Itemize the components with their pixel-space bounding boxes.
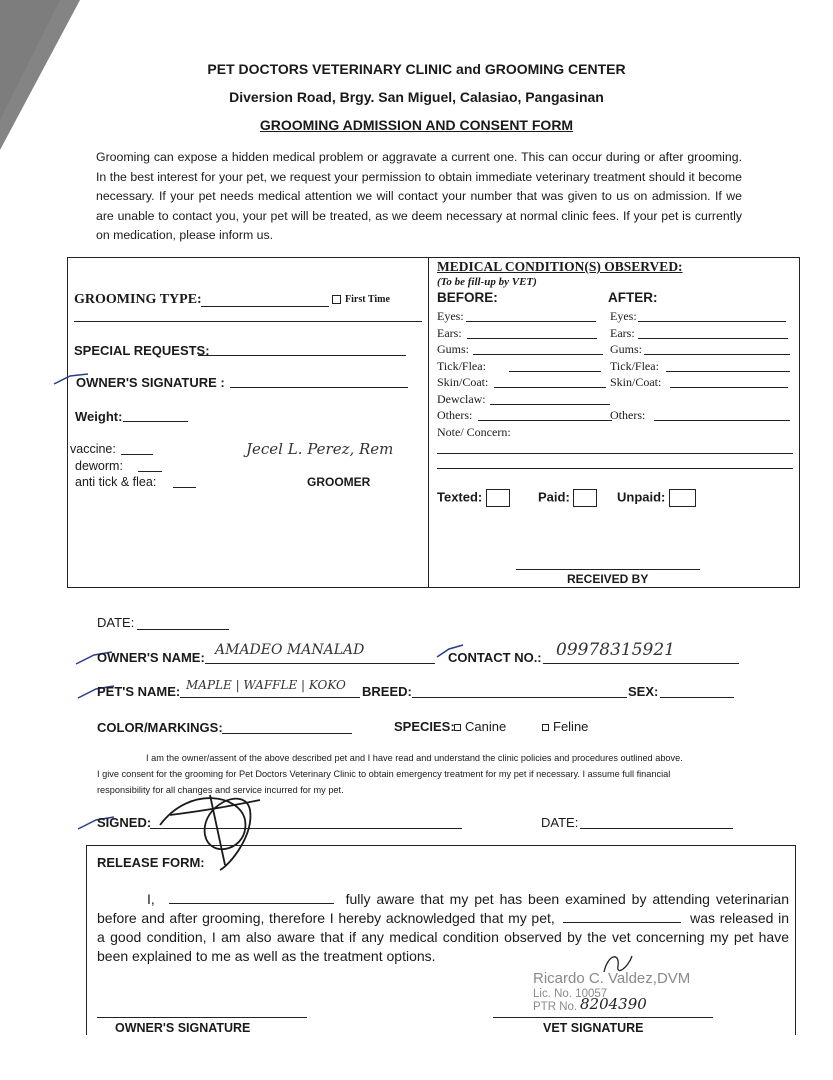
check-tick-mark xyxy=(52,372,92,386)
consent-line-1: I am the owner/assent of the above described pet and I have read and understand the clinic policies and procedures outlined above. xyxy=(146,753,683,763)
before-row-label: Eyes: xyxy=(437,309,464,323)
feline-option[interactable] xyxy=(542,719,588,734)
before-row-label: Tick/Flea: xyxy=(437,358,486,373)
release-text-b: was released in a good condition, I am also aware that if any medical condition observed by the vet concerning my pet have been explained to me as well as the treatment options. xyxy=(97,910,790,964)
date-label: DATE: xyxy=(97,615,135,630)
date-line[interactable] xyxy=(137,629,229,630)
release-title: RELEASE FORM: xyxy=(97,855,205,870)
pet-name-label: PET'S NAME: xyxy=(97,684,181,699)
after-row-line[interactable] xyxy=(654,420,790,421)
breed-label: BREED: xyxy=(362,684,412,699)
grooming-type-line[interactable] xyxy=(201,306,329,307)
owner-signature-line[interactable] xyxy=(230,387,408,388)
after-row-label: Ears: xyxy=(610,325,635,340)
release-text-a: fully aware that my pet has been examined by attending veterinarian before and after grooming, therefore I hereby acknowledged that my pet, xyxy=(97,891,790,926)
after-row-label: Gums: xyxy=(610,342,643,356)
vet-stamp-ptr-value: 8204390 xyxy=(580,995,647,1013)
owner-name-label: OWNER'S NAME: xyxy=(97,650,205,665)
consent-date-label: DATE: xyxy=(541,815,579,830)
grooming-type-label: GROOMING TYPE: xyxy=(74,292,202,307)
before-row-label: Skin/Coat: xyxy=(437,375,489,389)
before-heading: BEFORE: xyxy=(437,290,498,305)
vet-fill-note: (To be fill-up by VET) xyxy=(437,276,537,288)
weight-label: Weight: xyxy=(75,409,123,424)
deworm-line[interactable] xyxy=(138,471,162,472)
unpaid-label: Unpaid: xyxy=(617,489,666,505)
vet-stamp-license: Lic. No. 10057 xyxy=(533,988,608,1000)
signed-label: SIGNED: xyxy=(97,815,152,830)
owner-name-line[interactable] xyxy=(205,663,435,664)
note-line-2[interactable] xyxy=(437,468,793,469)
first-time-checkbox[interactable] xyxy=(332,295,341,304)
unpaid-option[interactable] xyxy=(617,489,696,507)
first-time-option[interactable] xyxy=(332,294,390,305)
grooming-type-line-2[interactable] xyxy=(74,321,422,322)
vet-sign-line[interactable] xyxy=(493,1017,713,1018)
sex-line[interactable] xyxy=(660,697,734,698)
release-i: I, xyxy=(147,891,155,907)
groomer-line xyxy=(242,470,392,471)
species-label: SPECIES: xyxy=(394,719,455,734)
owner-sign-line[interactable] xyxy=(97,1017,307,1018)
first-time-label: First Time xyxy=(345,294,390,305)
contact-value: 09978315921 xyxy=(556,640,675,660)
vet-stamp-ptr-label: PTR No. xyxy=(533,1001,578,1013)
owner-name-value: AMADEO MANALAD xyxy=(215,642,365,658)
after-row-label: Tick/Flea: xyxy=(610,358,659,373)
note-concern-label: Note/ Concern: xyxy=(437,425,511,439)
vet-signature-label: VET SIGNATURE xyxy=(543,1021,644,1035)
canine-label: Canine xyxy=(465,719,507,734)
contact-label: CONTACT NO.: xyxy=(448,650,542,665)
after-row-line[interactable] xyxy=(670,387,788,388)
texted-label: Texted: xyxy=(437,489,483,505)
vaccine-label: vaccine: xyxy=(70,442,116,456)
note-line-1[interactable] xyxy=(437,453,793,454)
canine-checkbox[interactable] xyxy=(454,724,461,731)
after-row-label: Skin/Coat: xyxy=(610,375,662,389)
after-row-label: Eyes: xyxy=(610,309,637,323)
consent-date-line[interactable] xyxy=(580,828,733,829)
before-row-line[interactable] xyxy=(509,371,601,372)
paid-option[interactable] xyxy=(538,489,597,507)
after-row-line[interactable] xyxy=(644,354,790,355)
anti-tick-label: anti tick & flea: xyxy=(75,475,157,489)
before-row-line[interactable] xyxy=(490,404,610,405)
after-row-line[interactable] xyxy=(638,338,788,339)
box-divider xyxy=(428,257,429,588)
weight-line[interactable] xyxy=(123,421,188,422)
before-row-label: Others: xyxy=(437,408,473,422)
vet-stamp-name: Ricardo C. Valdez,DVM xyxy=(533,970,691,987)
form-title: GROOMING ADMISSION AND CONSENT FORM xyxy=(259,117,574,133)
before-row-line[interactable] xyxy=(478,420,612,421)
canine-option[interactable] xyxy=(454,719,506,734)
paid-label: Paid: xyxy=(538,489,570,505)
sex-label: SEX: xyxy=(628,684,659,699)
before-row-label: Gums: xyxy=(437,342,470,356)
color-markings-label: COLOR/MARKINGS: xyxy=(97,720,223,735)
consent-line-3: responsibility for all changes and service incurred for my pet. xyxy=(97,785,344,795)
groomer-signature: Jecel L. Perez, Rem xyxy=(246,440,394,458)
owner-signature-label: OWNER'S SIGNATURE : xyxy=(76,375,225,390)
before-row-line[interactable] xyxy=(467,338,597,339)
before-row-line[interactable] xyxy=(473,354,603,355)
groomer-label: GROOMER xyxy=(307,475,371,489)
release-paragraph xyxy=(97,890,789,966)
before-row-label: Dewclaw: xyxy=(437,391,486,406)
deworm-label: deworm: xyxy=(75,459,123,473)
vaccine-line[interactable] xyxy=(121,454,153,455)
special-requests-line[interactable] xyxy=(198,355,406,356)
feline-checkbox[interactable] xyxy=(542,724,549,731)
anti-tick-line[interactable] xyxy=(173,487,196,488)
release-owner-signature-label: OWNER'S SIGNATURE xyxy=(115,1021,251,1035)
pet-name-line[interactable] xyxy=(180,697,360,698)
vet-initial-scribble xyxy=(598,948,638,978)
feline-label: Feline xyxy=(553,719,589,734)
pet-name-value: MAPLE | WAFFLE | KOKO xyxy=(186,678,346,692)
medical-condition-title: MEDICAL CONDITION(S) OBSERVED: xyxy=(437,259,683,274)
after-row-label: Others: xyxy=(610,408,646,422)
received-by-line[interactable] xyxy=(516,569,700,570)
paid-checkbox[interactable] xyxy=(573,489,597,507)
after-row-line[interactable] xyxy=(666,371,790,372)
after-heading: AFTER: xyxy=(608,290,658,305)
release-pet-blank[interactable] xyxy=(563,910,681,923)
unpaid-checkbox[interactable] xyxy=(669,489,696,507)
color-markings-line[interactable] xyxy=(222,733,352,734)
contact-line[interactable] xyxy=(543,663,739,664)
release-name-blank[interactable] xyxy=(169,891,334,904)
intro-paragraph: Grooming can expose a hidden medical problem or aggravate a current one. This can occur during or after grooming. In the best interest for your pet, we request your permission to obtain immediate veterinary treatment should it become necessary. If your pet needs medical attention we will contact your number that was given to us on admission. If we are unable to contact you, your pet will be treated, as we deem necessary at normal clinic fees. If your pet is currently on medication, please inform us. xyxy=(96,150,742,242)
before-row-line[interactable] xyxy=(494,387,606,388)
special-requests-label: SPECIAL REQUESTS: xyxy=(74,343,210,358)
breed-line[interactable] xyxy=(412,697,627,698)
texted-checkbox[interactable] xyxy=(486,489,510,507)
texted-option[interactable] xyxy=(437,489,510,507)
after-row-line[interactable] xyxy=(638,321,786,322)
before-row-line[interactable] xyxy=(466,321,596,322)
before-row-label: Ears: xyxy=(437,325,462,340)
consent-line-2: I give consent for the grooming for Pet Doctors Veterinary Clinic to obtain emergency treatment for my pet if necessary. I assume full financial xyxy=(97,769,671,779)
received-by-label: RECEIVED BY xyxy=(567,572,649,586)
clinic-address: Diversion Road, Brgy. San Miguel, Calasiao, Pangasinan xyxy=(229,89,604,105)
clinic-name: PET DOCTORS VETERINARY CLINIC and GROOMING CENTER xyxy=(207,61,626,77)
